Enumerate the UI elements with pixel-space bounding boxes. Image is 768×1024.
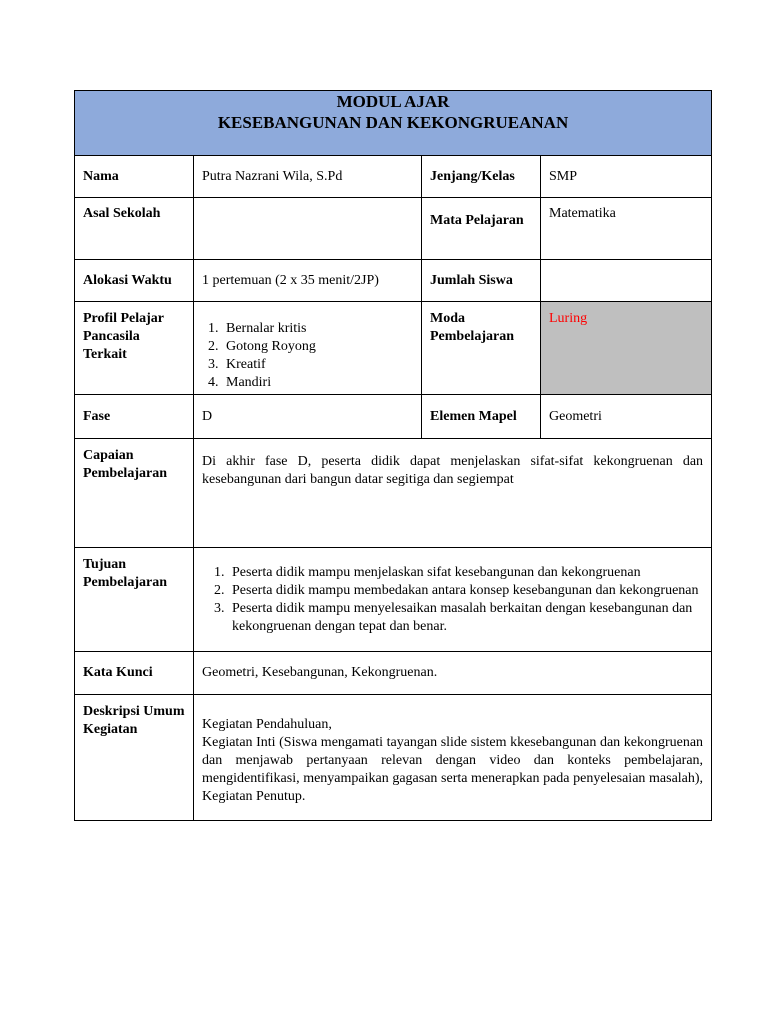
jenjang-value: SMP [541,156,712,198]
tujuan-list-cell [194,548,712,652]
list-item: 1. Bernalar kritis [222,320,413,338]
kata-kunci-value: Geometri, Kesebangunan, Kekongruenan. [194,652,712,695]
profil-list-cell [194,302,422,395]
alokasi-waktu-label: Alokasi Waktu [75,260,194,302]
list-item: 2. Peserta didik mampu membedakan antara konsep kesebangunan dan kekongruenan [228,582,703,600]
mata-pelajaran-label: Mata Pelajaran [422,198,541,260]
list-item: 1. Peserta didik mampu menjelaskan sifat kesebangunan dan kekongruenan [228,564,703,582]
document-title [75,91,712,156]
kata-kunci-label: Kata Kunci [75,652,194,695]
list-item: 4. Mandiri [222,374,413,392]
fase-label: Fase [75,395,194,439]
deskripsi-line-2: Kegiatan Inti (Siswa mengamati tayangan slide sistem kkesebangunan dan kekongruenan dan menjawab pertanyaan relevan dengan video dan konteks pembelajaran, mengidentifikasi, menyampaikan gagasan serta menerapkan pada penyelesaian masalah), Kegiatan Penutup. [202,735,704,804]
modul-ajar-table [74,90,712,821]
deskripsi-cell [194,695,712,821]
jumlah-siswa-label: Jumlah Siswa [422,260,541,302]
deskripsi-label: Deskripsi Umum Kegiatan [75,695,194,821]
tujuan-label: Tujuan Pembelajaran [75,548,194,652]
nama-label: Nama [75,156,194,198]
capaian-value: Di akhir fase D, peserta didik dapat menjelaskan sifat-sifat kekongruenan dan kesebangunan dari bangun datar segitiga dan segiempat [194,439,712,548]
title-line-2: KESEBANGUNAN DAN KEKONGRUEANAN [217,113,569,132]
jenjang-label: Jenjang/Kelas [422,156,541,198]
fase-value: D [194,395,422,439]
list-item: 2. Gotong Royong [222,338,413,356]
mata-pelajaran-value: Matematika [541,198,712,260]
moda-label: Moda Pembelajaran [422,302,541,395]
capaian-label: Capaian Pembelajaran [75,439,194,548]
list-item: 3. Peserta didik mampu menyelesaikan masalah berkaitan dengan kesebangunan dan kekongruenan dengan tepat dan benar. [228,600,703,636]
asal-sekolah-value [194,198,422,260]
profil-list [202,320,413,392]
nama-value: Putra Nazrani Wila, S.Pd [194,156,422,198]
tujuan-list [202,564,703,636]
moda-value: Luring [541,302,712,395]
elemen-mapel-label: Elemen Mapel [422,395,541,439]
jumlah-siswa-value [541,260,712,302]
title-line-1: MODUL AJAR [336,92,450,111]
deskripsi-line-1: Kegiatan Pendahuluan, [202,717,332,732]
list-item: 3. Kreatif [222,356,413,374]
profil-label: Profil Pelajar Pancasila Terkait [75,302,194,395]
elemen-mapel-value: Geometri [541,395,712,439]
asal-sekolah-label: Asal Sekolah [75,198,194,260]
alokasi-waktu-value: 1 pertemuan (2 x 35 menit/2JP) [194,260,422,302]
